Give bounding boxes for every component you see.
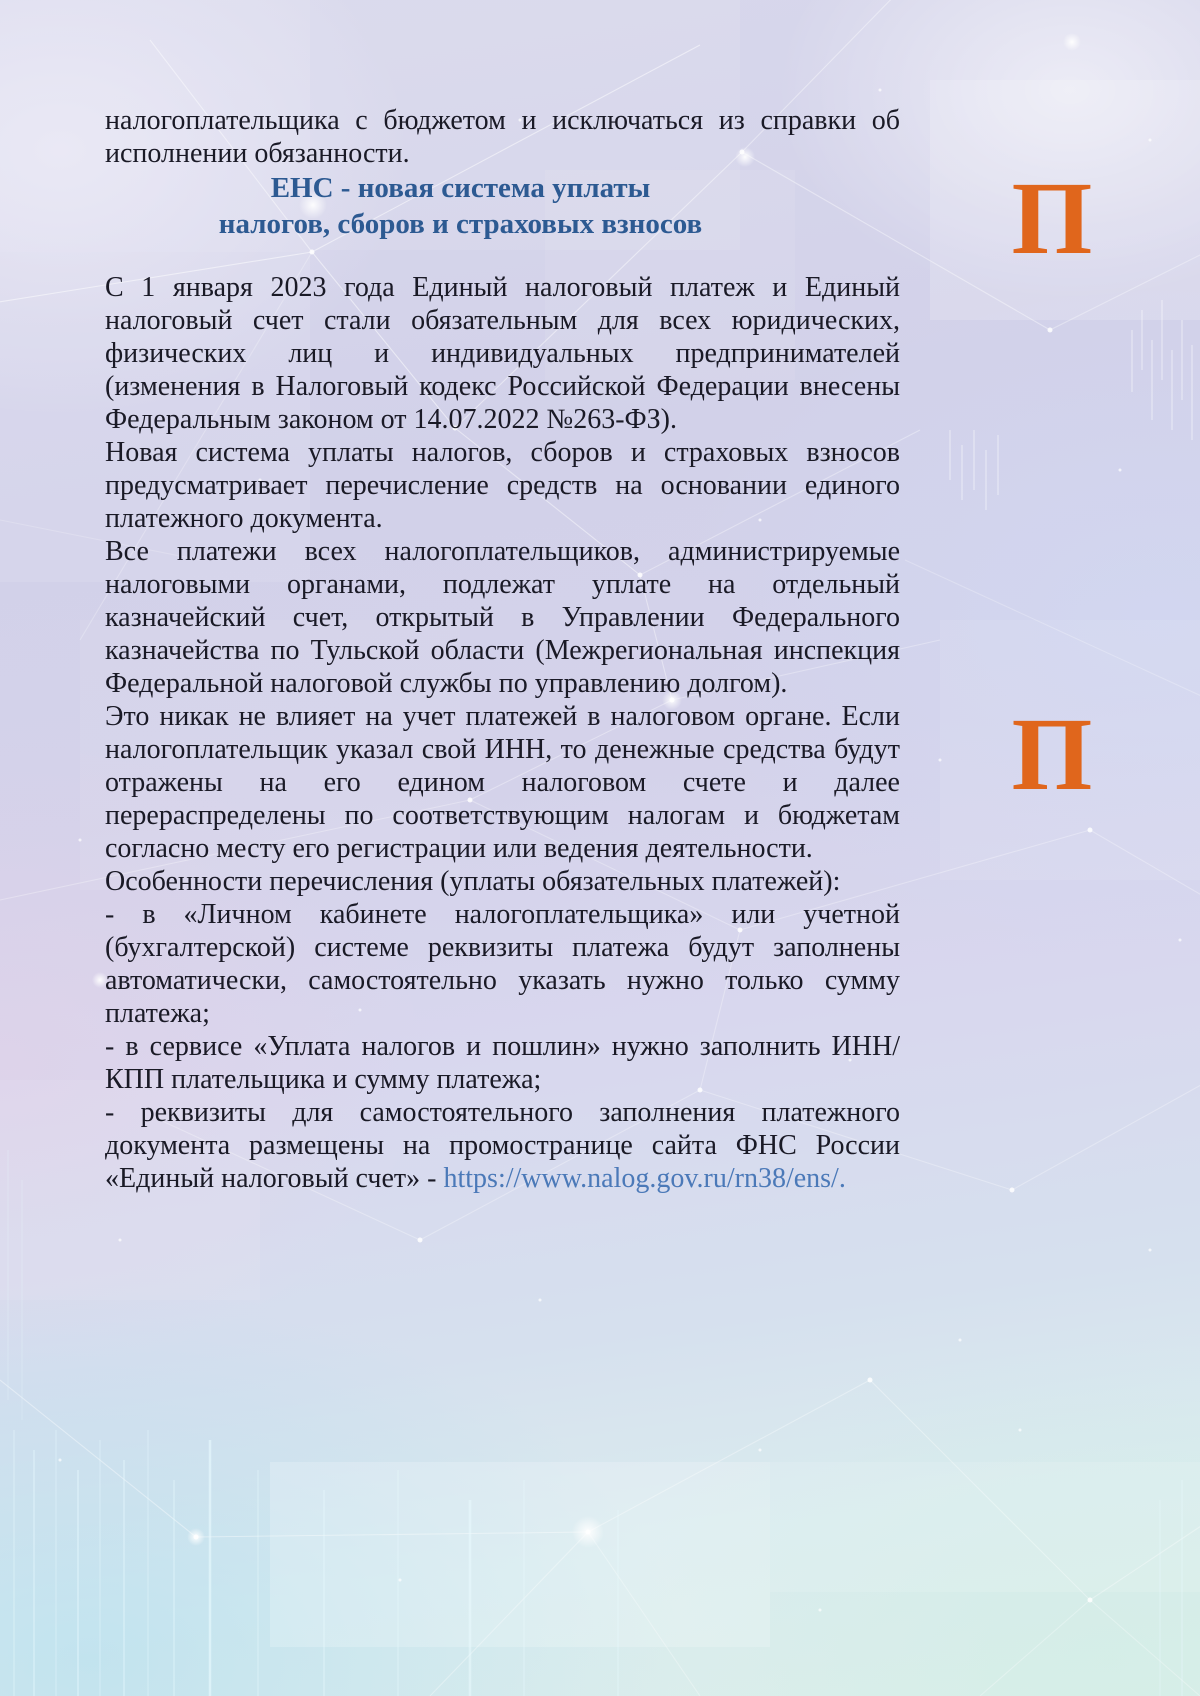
text-column [105,104,900,1195]
bullet-requisites-text: - реквизиты для самостоятельного заполнения платежного документа размещены на промостранице сайта ФНС России «Единый налоговый счет» - [105,1097,900,1194]
margin-letter-p-1: П [1011,161,1093,276]
bullet-payment-service: - в сервисе «Уплата налогов и пошлин» нужно заполнить ИНН/КПП плательщика и сумму платежа; [105,1031,900,1095]
bullet-personal-account: - в «Личном кабинете налогоплательщика» или учетной (бухгалтерской) системе реквизиты платежа будут заполнены автоматически, самостоятельно указать нужно только сумму платежа; [105,899,900,1029]
ens-heading [105,170,900,242]
paragraph-payments: Все платежи всех налогоплательщиков, администрируемые налоговыми органами, подлежат уплате на отдельный казначейский счет, открытый в Управлении Федерального казначейства по Тульской области (Межрегиональная инспекция Федеральной налоговой службы по управлению долгом). [105,536,900,699]
ens-heading-line1: ЕНС - новая система уплаты [270,172,651,204]
ens-heading-line2: налогов, сборов и страховых взносов [218,208,703,240]
paragraph-law: С 1 января 2023 года Единый налоговый платеж и Единый налоговый счет стали обязательным для всех юридических, физических лиц и индивидуальных предпринимателей (изменения в Налоговый кодекс Российской Федерации внесены Федеральным законом от 14.07.2022 №263-ФЗ). [105,272,900,435]
ens-promo-link[interactable]: https://www.nalog.gov.ru/rn38/ens/. [443,1163,846,1194]
margin-letter-p-2: П [1011,697,1093,812]
bullet-requisites [105,1096,900,1195]
intro-paragraph: налогоплательщика с бюджетом и исключаться из справки об исполнении обязанности. [105,105,900,169]
features-title: Особенности перечисления (уплаты обязательных платежей): [105,866,841,897]
paragraph-new-system: Новая система уплаты налогов, сборов и страховых взносов предусматривает перечисление средств на основании единого платежного документа. [105,437,900,534]
paragraph-inn: Это никак не влияет на учет платежей в налоговом органе. Если налогоплательщик указал свой ИНН, то денежные средства будут отражены на его едином налоговом счете и далее перераспределены по соответствующим налогам и бюджетам согласно месту его регистрации или ведения деятельности. [105,701,900,864]
